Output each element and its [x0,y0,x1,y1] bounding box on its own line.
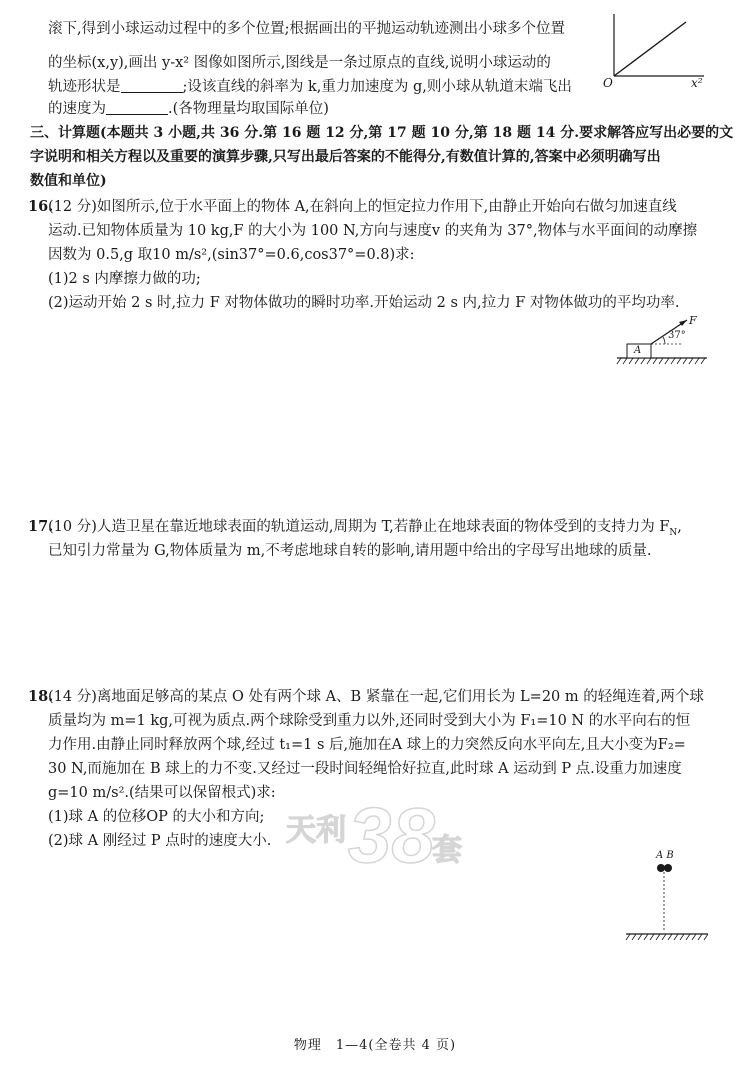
q18-line-7: (2)球 A 刚经过 P 点时的速度大小. [48,833,272,849]
section3-line-3: 数值和单位) [30,173,107,189]
q18-line-2: 质量均为 m=1 kg,可视为质点.两个球除受到重力以外,还同时受到大小为 F₁=10 N 的水平向右的恒 [48,713,691,729]
q16-line-3: 因数为 0.5,g 取10 m/s²,(sin37°=0.6,cos37°=0.8)求: [48,247,415,263]
answer-blank-1[interactable] [121,78,183,93]
svg-text:38: 38 [348,791,435,879]
svg-text:套: 套 [432,834,462,867]
q18-ball-labels: A B [656,850,674,861]
svg-text:天利: 天利 [286,814,346,847]
q18-number: 18. [28,688,54,705]
q15-line-4: 的速度为 .(各物理量均取国际单位) [48,101,329,117]
graph-origin-label: O [603,76,613,90]
answer-blank-2[interactable] [106,100,168,115]
graph-x2-label: x² [691,76,703,90]
q18-figure [622,858,712,948]
q18-line-3: 力作用.由静止同时释放两个球,经过 t₁=1 s 后,施加在A 球上的力突然反向水平向左,且大小变为F₂= [48,737,686,753]
page-footer: 物理 1—4(全卷共 4 页) [293,1038,457,1053]
q17-line-2: 已知引力常量为 G,物体质量为 m,不考虑地球自转的影响,请用题中给出的字母写出地球的质量. [48,543,652,559]
section3-line-1: 三、计算题(本题共 3 小题,共 36 分.第 16 题 12 分,第 17 题 10 分,第 18 题 14 分.要求解答应写出必要的文 [30,125,734,141]
q16-line-5: (2)运动开始 2 s 时,拉力 F 对物体做功的瞬时功率.开始运动 2 s 内,拉力 F 对物体做功的平均功率. [48,295,680,311]
q18-line-4: 30 N,而施加在 B 球上的力不变.又经过一段时间轻绳恰好拉直,此时球 A 运动到 P 点.设重力加速度 [48,761,682,777]
q16-block-label: A [634,345,642,356]
section3-line-2: 字说明和相关方程以及重要的演算步骤,只写出最后答案的不能得分,有数值计算的,答案中必须明确写出 [30,149,661,165]
q16-angle-label: 37° [668,330,686,341]
q15-line-1: 滚下,得到小球运动过程中的多个位置;根据画出的平抛运动轨迹测出小球多个位置 [48,21,565,37]
q16-line-1: (12 分)如图所示,位于水平面上的物体 A,在斜向上的恒定拉力作用下,由静止开始向右做匀加速直线 [48,199,677,215]
q17-number: 17. [28,518,54,535]
q16-line-2: 运动.已知物体质量为 10 kg,F 的大小为 100 N,方向与速度v 的夹角为 37°,物体与水平面间的动摩擦 [48,223,698,239]
q15-line-2: 的坐标(x,y),画出 y-x² 图像如图所示,图线是一条过原点的直线,说明小球运动的 [48,55,551,71]
q16-line-4: (1)2 s 内摩擦力做的功; [48,271,201,287]
q18-line-1: (14 分)离地面足够高的某点 O 处有两个球 A、B 紧靠在一起,它们用长为 L=20 m 的轻绳连着,两个球 [48,689,704,705]
q15-line-3: 轨迹形状是 ;设该直线的斜率为 k,重力加速度为 g,则小球从轨道末端飞出 [48,79,572,95]
q17-line-1: (10 分)人造卫星在靠近地球表面的轨道运动,周期为 T,若静止在地球表面的物体受到的支持力为 $F_N$, [48,519,682,538]
q16-number: 16. [28,198,54,215]
q18-line-5: g=10 m/s².(结果可以保留根式)求: [48,785,276,801]
tianli-38-watermark [282,790,482,880]
q18-line-6: (1)球 A 的位移OP 的大小和方向; [48,809,265,825]
q16-force-label: F [689,314,697,327]
